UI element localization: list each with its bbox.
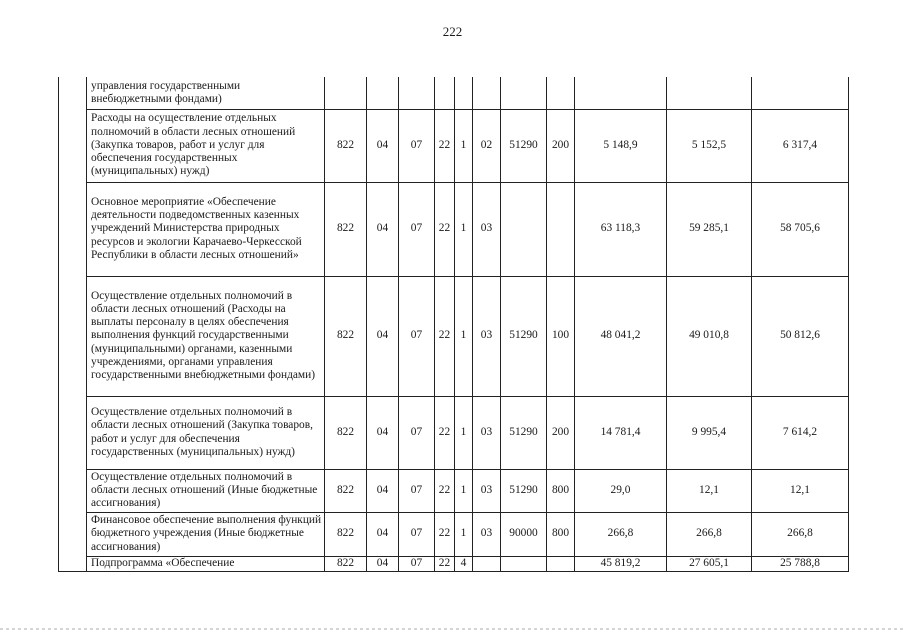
subprogram-code — [455, 77, 473, 109]
amount-year-1: 63 118,3 — [575, 182, 667, 276]
subprogram-code: 1 — [455, 512, 473, 556]
section-code: 04 — [367, 556, 399, 571]
direction-code: 90000 — [501, 512, 547, 556]
page-number: 222 — [442, 24, 463, 39]
subsection-code: 07 — [399, 469, 435, 512]
table-row — [59, 109, 849, 182]
direction-code: 51290 — [501, 109, 547, 182]
subprogram-code: 1 — [455, 276, 473, 396]
measure-code: 03 — [473, 512, 501, 556]
ministry-code: 822 — [325, 512, 367, 556]
section-code: 04 — [367, 276, 399, 396]
table-row — [59, 512, 849, 556]
ministry-code: 822 — [325, 396, 367, 469]
expense-type-code — [547, 182, 575, 276]
measure-code — [473, 556, 501, 571]
subsection-code: 07 — [399, 396, 435, 469]
program-code: 22 — [435, 556, 455, 571]
amount-year-3 — [752, 77, 849, 109]
expense-type-code: 800 — [547, 512, 575, 556]
subsection-code: 07 — [399, 276, 435, 396]
program-code: 22 — [435, 396, 455, 469]
expense-type-code — [547, 77, 575, 109]
gutter-cell — [59, 512, 87, 556]
amount-year-2: 9 995,4 — [667, 396, 752, 469]
table-row — [59, 77, 849, 109]
program-code: 22 — [435, 276, 455, 396]
row-name: Подпрограмма «Обеспечение — [87, 556, 325, 571]
ministry-code: 822 — [325, 469, 367, 512]
gutter-cell — [59, 396, 87, 469]
direction-code: 51290 — [501, 396, 547, 469]
gutter-cell — [59, 276, 87, 396]
subprogram-code: 4 — [455, 556, 473, 571]
ministry-code: 822 — [325, 556, 367, 571]
direction-code — [501, 556, 547, 571]
amount-year-1: 48 041,2 — [575, 276, 667, 396]
section-code: 04 — [367, 512, 399, 556]
row-name: Осуществление отдельных полномочий в области лесных отношений (Закупка товаров, работ и услуг для обеспечения государственных (муниципальных) нужд) — [87, 396, 325, 469]
table-row — [59, 556, 849, 571]
subsection-code — [399, 77, 435, 109]
direction-code: 51290 — [501, 469, 547, 512]
program-code: 22 — [435, 109, 455, 182]
program-code: 22 — [435, 469, 455, 512]
measure-code — [473, 77, 501, 109]
section-code: 04 — [367, 396, 399, 469]
table-row — [59, 469, 849, 512]
section-code: 04 — [367, 109, 399, 182]
amount-year-2: 12,1 — [667, 469, 752, 512]
table-row — [59, 182, 849, 276]
gutter-cell — [59, 77, 87, 109]
expense-type-code: 800 — [547, 469, 575, 512]
table-row — [59, 396, 849, 469]
subprogram-code: 1 — [455, 396, 473, 469]
amount-year-3: 6 317,4 — [752, 109, 849, 182]
gutter-cell — [59, 556, 87, 571]
measure-code: 03 — [473, 469, 501, 512]
amount-year-1 — [575, 77, 667, 109]
subsection-code: 07 — [399, 556, 435, 571]
section-code: 04 — [367, 469, 399, 512]
row-name: Осуществление отдельных полномочий в области лесных отношений (Расходы на выплаты персоналу в целях обеспечения выполнения функций государственными (муниципальными) органами, казенными учреждениями, органами управления государственными внебюджетными фондами) — [87, 276, 325, 396]
amount-year-1: 29,0 — [575, 469, 667, 512]
amount-year-2 — [667, 77, 752, 109]
measure-code: 03 — [473, 182, 501, 276]
amount-year-3: 266,8 — [752, 512, 849, 556]
subprogram-code: 1 — [455, 109, 473, 182]
amount-year-1: 266,8 — [575, 512, 667, 556]
budget-table-body — [59, 77, 849, 571]
row-name: Основное мероприятие «Обеспечение деятельности подведомственных казенных учреждений Министерства природных ресурсов и экологии Карачаево-Черкесской Республики в области лесных отношений» — [87, 182, 325, 276]
program-code — [435, 77, 455, 109]
direction-code: 51290 — [501, 276, 547, 396]
amount-year-1: 5 148,9 — [575, 109, 667, 182]
expense-type-code: 200 — [547, 109, 575, 182]
section-code — [367, 77, 399, 109]
subsection-code: 07 — [399, 109, 435, 182]
measure-code: 02 — [473, 109, 501, 182]
gutter-cell — [59, 469, 87, 512]
subprogram-code: 1 — [455, 182, 473, 276]
gutter-cell — [59, 109, 87, 182]
amount-year-3: 7 614,2 — [752, 396, 849, 469]
direction-code — [501, 182, 547, 276]
amount-year-1: 14 781,4 — [575, 396, 667, 469]
amount-year-2: 27 605,1 — [667, 556, 752, 571]
row-name: Финансовое обеспечение выполнения функций бюджетного учреждения (Иные бюджетные ассигнования) — [87, 512, 325, 556]
amount-year-3: 12,1 — [752, 469, 849, 512]
direction-code — [501, 77, 547, 109]
amount-year-3: 25 788,8 — [752, 556, 849, 571]
ministry-code: 822 — [325, 182, 367, 276]
ministry-code: 822 — [325, 276, 367, 396]
amount-year-3: 50 812,6 — [752, 276, 849, 396]
subsection-code: 07 — [399, 182, 435, 276]
measure-code: 03 — [473, 396, 501, 469]
measure-code: 03 — [473, 276, 501, 396]
scan-edge-line — [0, 628, 905, 630]
amount-year-2: 49 010,8 — [667, 276, 752, 396]
amount-year-2: 5 152,5 — [667, 109, 752, 182]
section-code: 04 — [367, 182, 399, 276]
subsection-code: 07 — [399, 512, 435, 556]
expense-type-code: 100 — [547, 276, 575, 396]
expense-type-code: 200 — [547, 396, 575, 469]
ministry-code: 822 — [325, 109, 367, 182]
amount-year-3: 58 705,6 — [752, 182, 849, 276]
budget-table — [58, 77, 849, 572]
row-name: Расходы на осуществление отдельных полномочий в области лесных отношений (Закупка товаров, работ и услуг для обеспечения государственных (муниципальных) нужд) — [87, 109, 325, 182]
amount-year-2: 266,8 — [667, 512, 752, 556]
amount-year-1: 45 819,2 — [575, 556, 667, 571]
expense-type-code — [547, 556, 575, 571]
program-code: 22 — [435, 182, 455, 276]
amount-year-2: 59 285,1 — [667, 182, 752, 276]
row-name: Осуществление отдельных полномочий в области лесных отношений (Иные бюджетные ассигнования) — [87, 469, 325, 512]
subprogram-code: 1 — [455, 469, 473, 512]
row-name: управления государственными внебюджетными фондами) — [87, 77, 325, 109]
program-code: 22 — [435, 512, 455, 556]
table-row — [59, 276, 849, 396]
ministry-code — [325, 77, 367, 109]
gutter-cell — [59, 182, 87, 276]
